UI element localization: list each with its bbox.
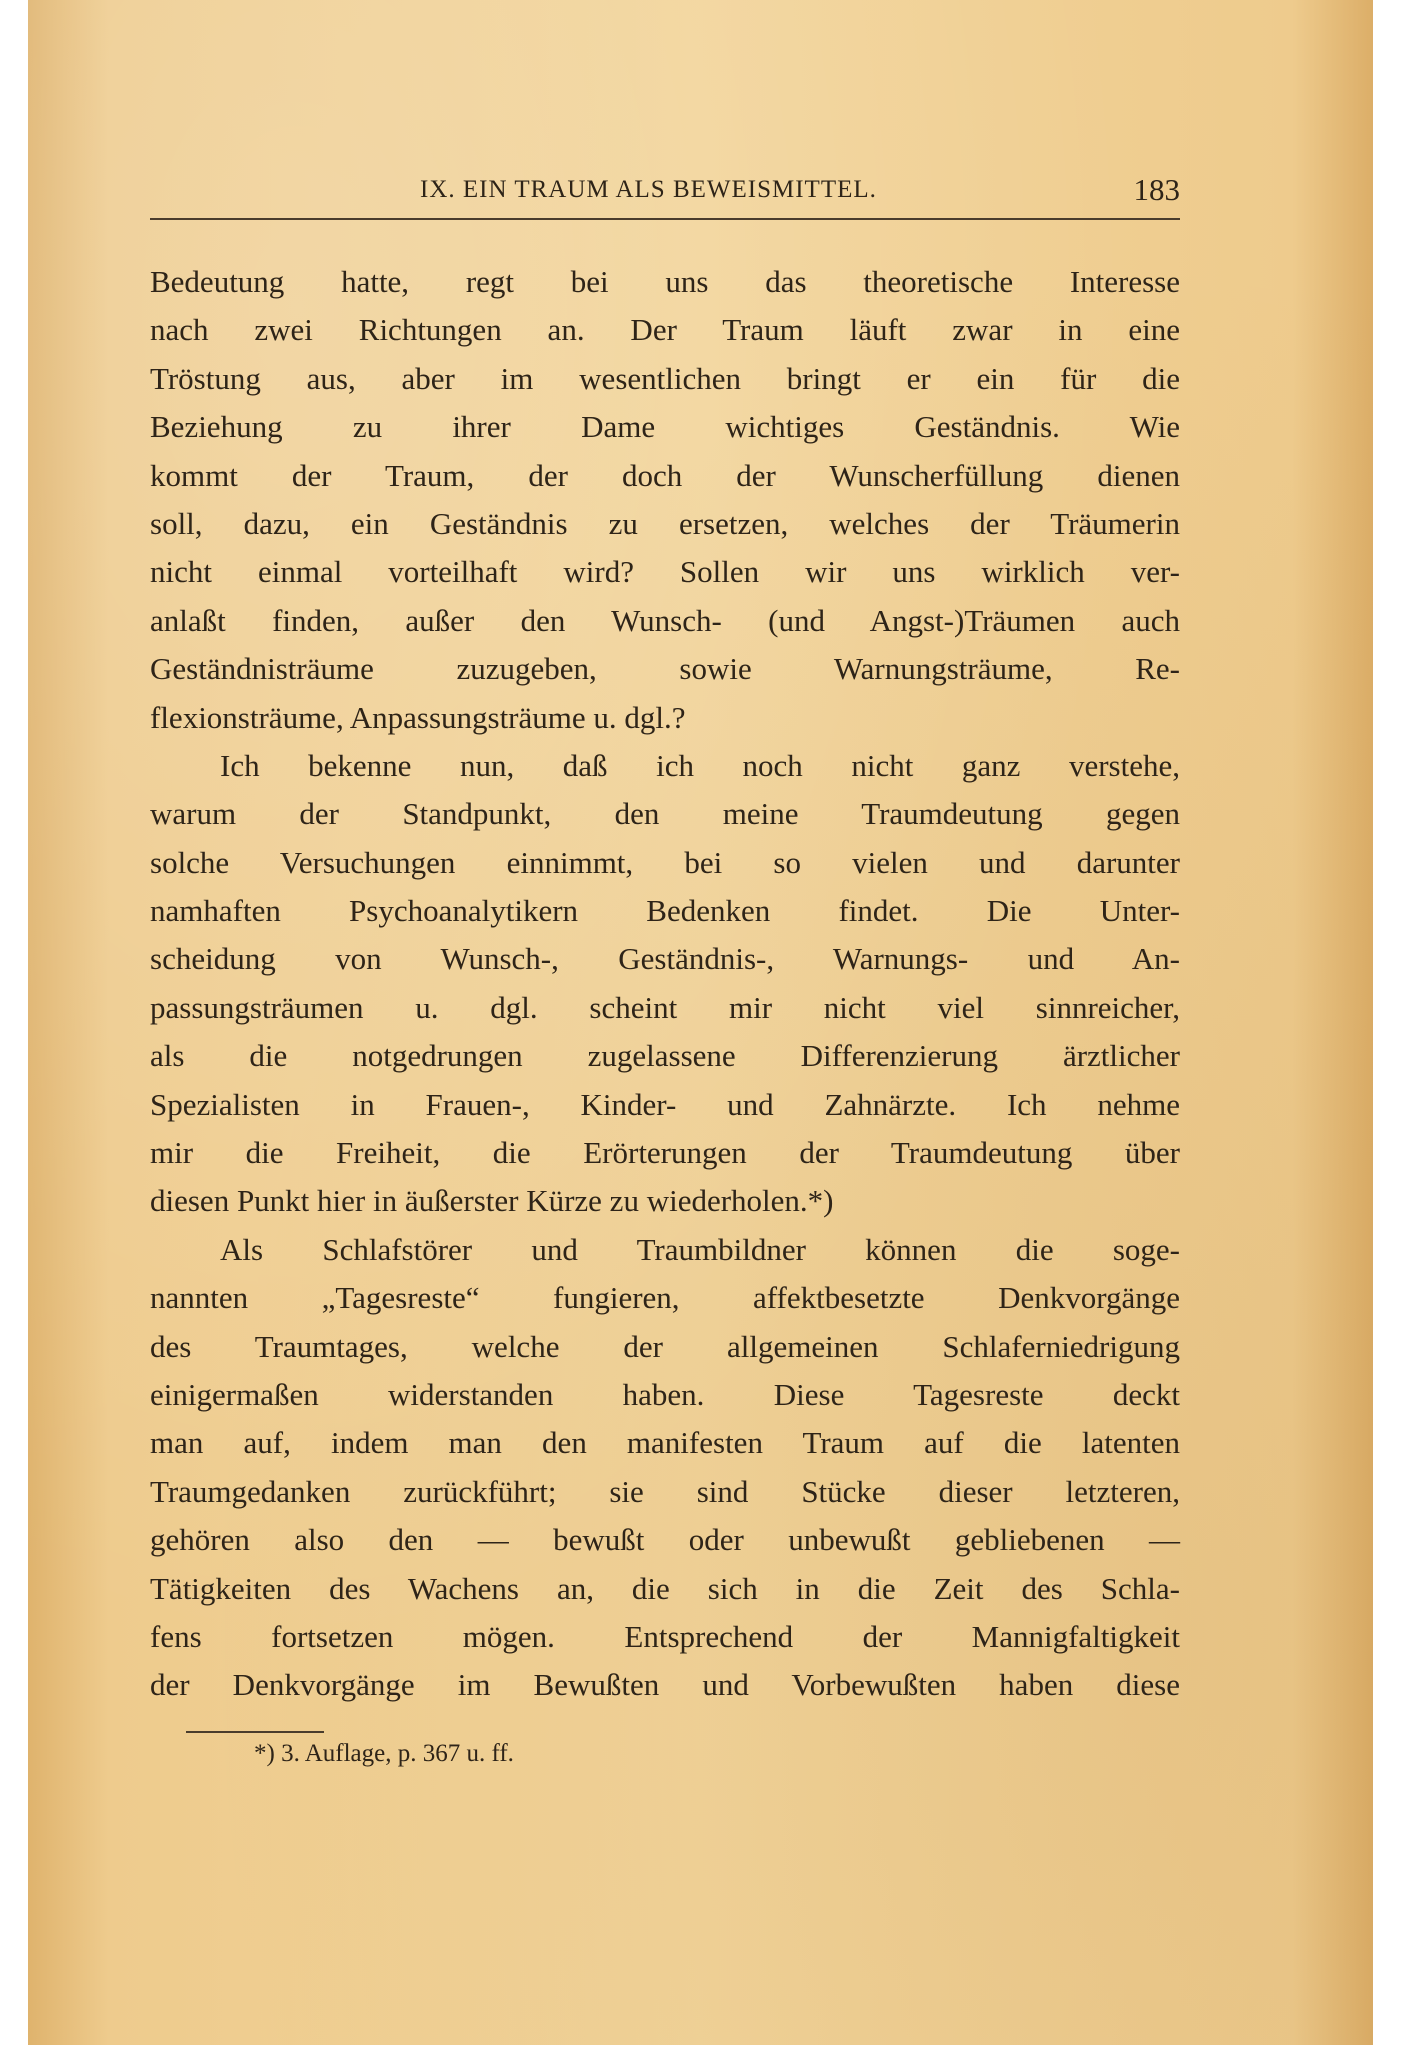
text-line: nach zwei Richtungen an. Der Traum läuft zwar in eine [150,312,1180,348]
text-line: Beziehung zu ihrer Dame wichtiges Geständnis. Wie [150,409,1180,445]
text-line: passungsträumen u. dgl. scheint mir nicht viel sinnreicher, [150,989,1180,1025]
text-line: Tätigkeiten des Wachens an, die sich in die Zeit des Schla- [150,1570,1180,1606]
text-line: gehören also den — bewußt oder unbewußt gebliebenen — [150,1522,1180,1558]
text-line: Ich bekenne nun, daß ich noch nicht ganz verstehe, [220,747,1180,783]
text-line: man auf, indem man den manifesten Traum auf die latenten [150,1425,1180,1461]
text-line: namhaften Psychoanalytikern Bedenken findet. Die Unter- [150,893,1180,929]
text-line: scheidung von Wunsch-, Geständnis-, Warnungs- und An- [150,941,1180,977]
text-line: soll, dazu, ein Geständnis zu ersetzen, welches der Träumerin [150,505,1180,541]
text-line: anlaßt finden, außer den Wunsch- (und Angst-)Träumen auch [150,602,1180,638]
text-line: Geständnisträume zuzugeben, sowie Warnungsträume, Re- [150,651,1180,687]
text-line: Tröstung aus, aber im wesentlichen bringt er ein für die [150,360,1180,396]
text-line: Traumgedanken zurückführt; sie sind Stücke dieser letzteren, [150,1473,1180,1509]
text-line: nicht einmal vorteilhaft wird? Sollen wir uns wirklich ver- [150,554,1180,590]
text-line: diesen Punkt hier in äußerster Kürze zu wiederholen.*) [150,1183,834,1219]
text-line: einigermaßen widerstanden haben. Diese Tagesreste deckt [150,1376,1180,1412]
footnote: *) 3. Auflage, p. 367 u. ff. [254,1740,514,1767]
footnote-divider [186,1731,324,1733]
text-line: Bedeutung hatte, regt bei uns das theoretische Interesse [150,264,1180,299]
page-number: 183 [1133,172,1180,207]
text-line: fens fortsetzen mögen. Entsprechend der Mannigfaltigkeit [150,1618,1180,1654]
text-line: nannten „Tagesreste“ fungieren, affektbesetzte Denkvorgänge [150,1280,1180,1316]
book-page [28,0,1373,2045]
text-line: flexionsträume, Anpassungsträume u. dgl.? [150,699,686,735]
text-line: solche Versuchungen einnimmt, bei so vielen und darunter [150,844,1180,880]
body-text [150,258,1180,1710]
chapter-title: IX. EIN TRAUM ALS BEWEISMITTEL. [420,176,877,203]
text-line: kommt der Traum, der doch der Wunscherfüllung dienen [150,457,1180,493]
text-line: warum der Standpunkt, den meine Traumdeutung gegen [150,796,1180,832]
text-line: Spezialisten in Frauen-, Kinder- und Zahnärzte. Ich nehme [150,1086,1180,1122]
text-line: als die notgedrungen zugelassene Differenzierung ärztlicher [150,1038,1180,1074]
text-line: der Denkvorgänge im Bewußten und Vorbewußten haben diese [150,1667,1180,1703]
text-line: Als Schlafstörer und Traumbildner können die soge- [220,1231,1180,1267]
text-line: des Traumtages, welche der allgemeinen Schlaferniedrigung [150,1328,1180,1364]
running-header [150,172,1180,220]
text-line: mir die Freiheit, die Erörterungen der Traumdeutung über [150,1135,1180,1171]
